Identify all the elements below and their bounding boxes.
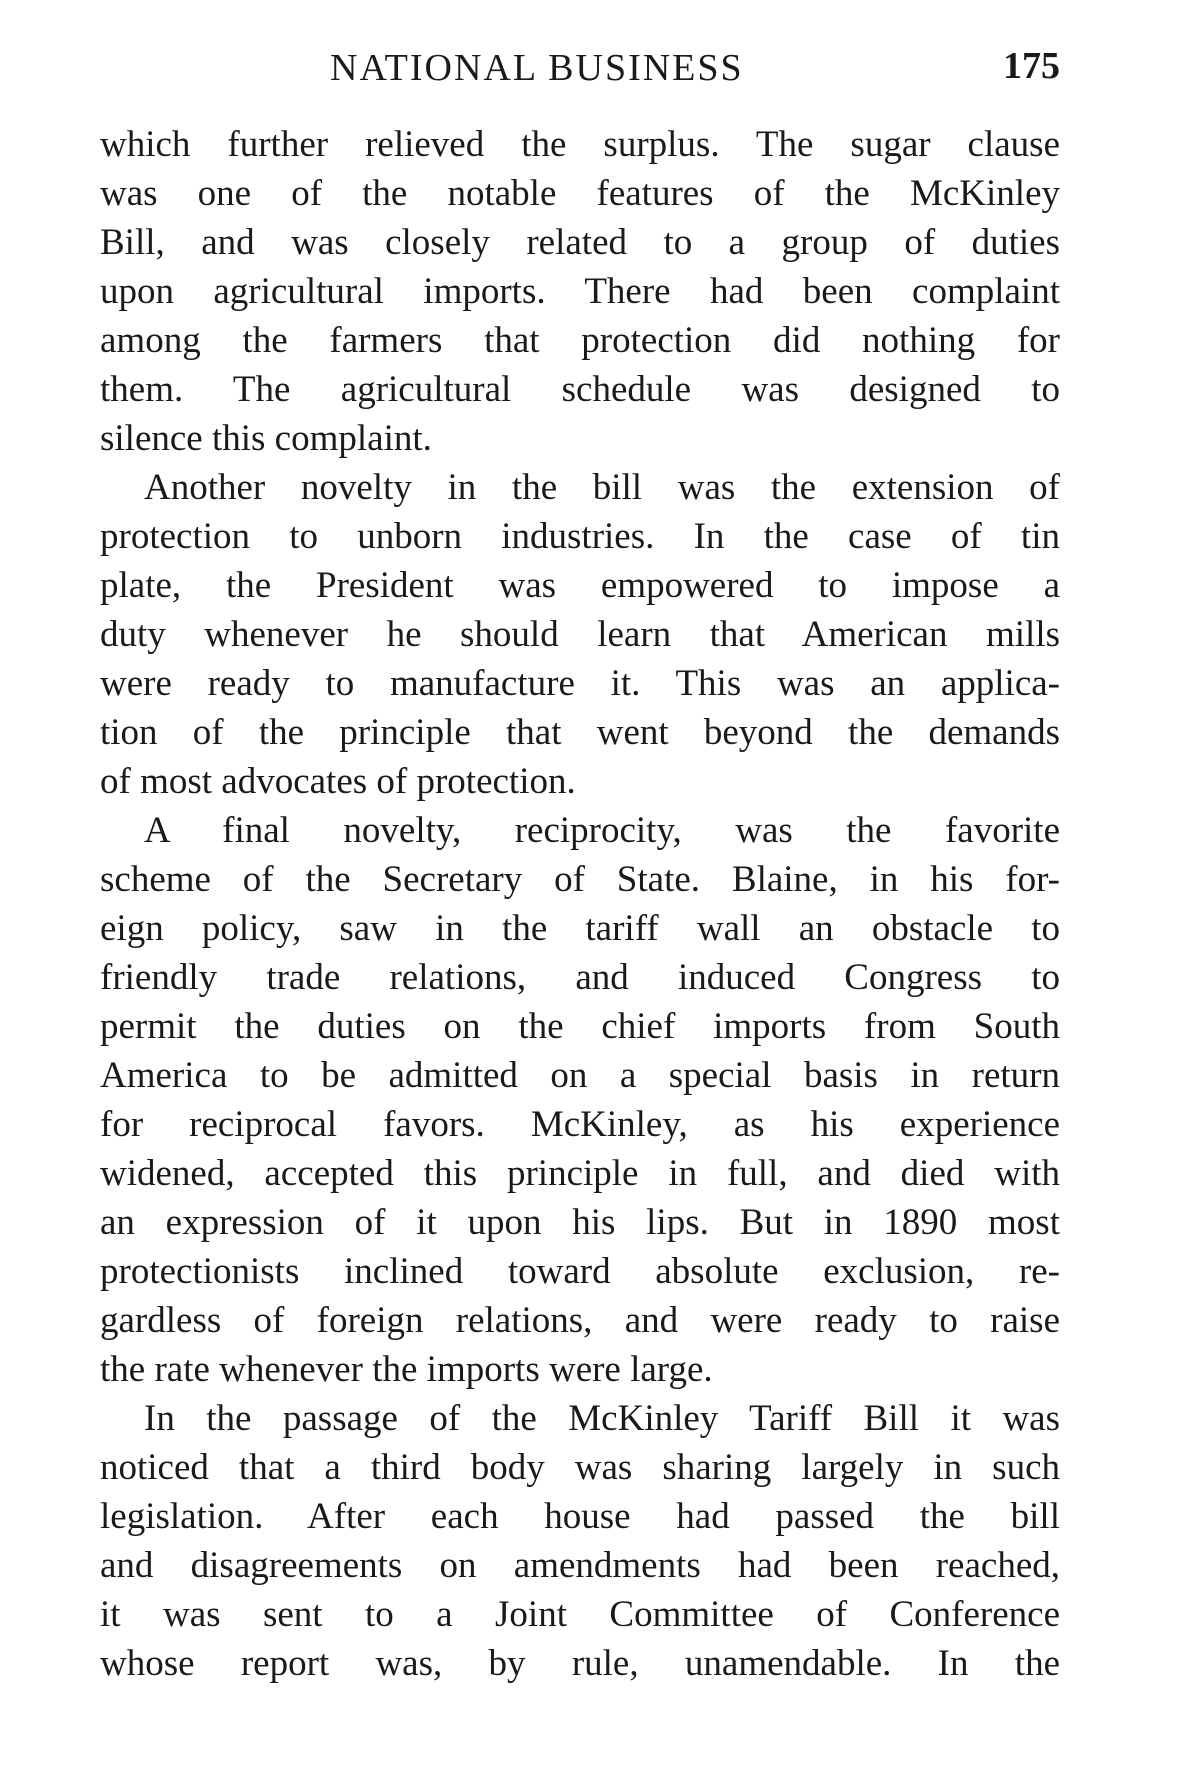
- text-line: whose report was, by rule, unamendable. In the: [100, 1643, 1060, 1684]
- text-line: it was sent to a Joint Committee of Conference: [100, 1594, 1060, 1635]
- text-line: and disagreements on amendments had been reached,: [100, 1545, 1060, 1586]
- paragraph-first-line: In the passage of the McKinley Tariff Bill it was: [144, 1398, 1060, 1439]
- text-line: for reciprocal favors. McKinley, as his experience: [100, 1104, 1060, 1145]
- text-line: America to be admitted on a special basis in return: [100, 1055, 1060, 1096]
- text-line: tion of the principle that went beyond the demands: [100, 712, 1060, 753]
- text-line: the rate whenever the imports were large.: [100, 1349, 713, 1390]
- paragraph-first-line: A final novelty, reciprocity, was the favorite: [144, 810, 1060, 851]
- body-text: [100, 120, 1060, 1688]
- text-line: plate, the President was empowered to impose a: [100, 565, 1060, 606]
- text-line: Bill, and was closely related to a group of duties: [100, 222, 1060, 263]
- text-line: which further relieved the surplus. The sugar clause: [100, 124, 1060, 165]
- text-line: permit the duties on the chief imports from South: [100, 1006, 1060, 1047]
- paragraph-first-line: Another novelty in the bill was the extension of: [144, 467, 1060, 508]
- text-line: them. The agricultural schedule was designed to: [100, 369, 1060, 410]
- text-line: protection to unborn industries. In the case of tin: [100, 516, 1060, 557]
- text-line: noticed that a third body was sharing largely in such: [100, 1447, 1060, 1488]
- text-line: protectionists inclined toward absolute exclusion, re-: [100, 1251, 1060, 1292]
- text-line: duty whenever he should learn that American mills: [100, 614, 1060, 655]
- text-line: an expression of it upon his lips. But in 1890 most: [100, 1202, 1060, 1243]
- text-line: widened, accepted this principle in full, and died with: [100, 1153, 1060, 1194]
- text-line: upon agricultural imports. There had been complaint: [100, 271, 1060, 312]
- text-line: friendly trade relations, and induced Congress to: [100, 957, 1060, 998]
- text-line: among the farmers that protection did nothing for: [100, 320, 1060, 361]
- running-head: [100, 42, 1060, 102]
- running-title: NATIONAL BUSINESS: [330, 47, 744, 89]
- text-line: scheme of the Secretary of State. Blaine, in his for-: [100, 859, 1060, 900]
- text-line: eign policy, saw in the tariff wall an obstacle to: [100, 908, 1060, 949]
- text-line: gardless of foreign relations, and were ready to raise: [100, 1300, 1060, 1341]
- text-line: were ready to manufacture it. This was an applica-: [100, 663, 1060, 704]
- text-line: was one of the notable features of the McKinley: [100, 173, 1060, 214]
- text-line: legislation. After each house had passed the bill: [100, 1496, 1060, 1537]
- text-line: of most advocates of protection.: [100, 761, 576, 802]
- page-number: 175: [1003, 45, 1060, 87]
- text-line: silence this complaint.: [100, 418, 432, 459]
